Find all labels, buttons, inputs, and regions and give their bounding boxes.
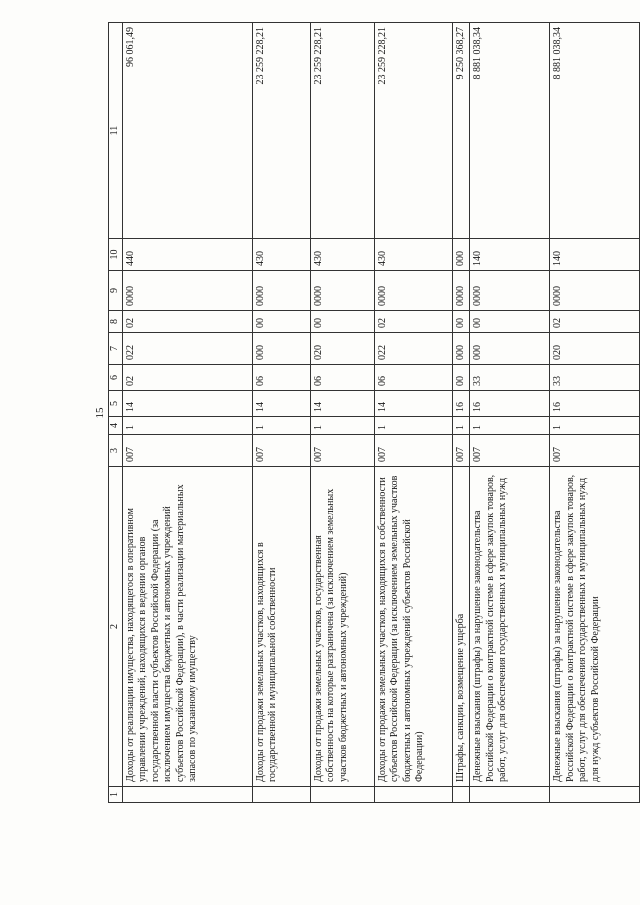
column-header: 7 [109, 333, 123, 365]
code-cell: 16 [452, 391, 470, 417]
code-cell: 0000 [470, 271, 550, 311]
code-cell: 02 [122, 311, 252, 333]
code-cell: 022 [122, 333, 252, 365]
income-name: Доходы от продажи земельных участков, государственная собственность на которые разграничена (за исключением земельных участков бюджетных и автономных учреждений) [310, 467, 374, 787]
code-cell: 16 [550, 391, 640, 417]
code-cell: 33 [470, 365, 550, 391]
code-cell: 1 [122, 417, 252, 435]
code-cell: 007 [452, 435, 470, 467]
code-cell: 140 [550, 239, 640, 271]
table-row [470, 23, 550, 803]
code-cell: 06 [374, 365, 452, 391]
column-header: 2 [109, 467, 123, 787]
amount-cell: 96 061,49 [122, 23, 252, 239]
code-cell: 000 [470, 333, 550, 365]
code-cell: 00 [252, 311, 310, 333]
table-row [310, 23, 374, 803]
code-cell: 020 [550, 333, 640, 365]
code-cell: 430 [252, 239, 310, 271]
row-index-cell [122, 787, 252, 803]
income-name: Денежные взыскания (штрафы) за нарушение законодательства Российской Федерации о контрактной системе в сфере закупок товаров, работ, услуг для обеспечения государственных и муниципальных нужд [470, 467, 550, 787]
code-cell: 00 [452, 311, 470, 333]
table-row [252, 23, 310, 803]
code-cell: 140 [470, 239, 550, 271]
code-cell: 007 [122, 435, 252, 467]
amount-cell: 9 250 368,27 [452, 23, 470, 239]
code-cell: 02 [374, 311, 452, 333]
code-cell: 0000 [252, 271, 310, 311]
code-cell: 14 [374, 391, 452, 417]
code-cell: 1 [252, 417, 310, 435]
code-cell: 430 [374, 239, 452, 271]
code-cell: 440 [122, 239, 252, 271]
code-cell: 007 [310, 435, 374, 467]
code-cell: 00 [452, 365, 470, 391]
column-header: 3 [109, 435, 123, 467]
column-header: 9 [109, 271, 123, 311]
code-cell: 007 [550, 435, 640, 467]
revenue-table [108, 22, 640, 803]
code-cell: 02 [122, 365, 252, 391]
code-cell: 1 [470, 417, 550, 435]
code-cell: 06 [252, 365, 310, 391]
row-index-cell [452, 787, 470, 803]
code-cell: 007 [252, 435, 310, 467]
code-cell: 020 [310, 333, 374, 365]
code-cell: 14 [122, 391, 252, 417]
amount-cell: 23 259 228,21 [310, 23, 374, 239]
column-header: 1 [109, 787, 123, 803]
code-cell: 000 [252, 333, 310, 365]
code-cell: 000 [452, 239, 470, 271]
row-index-cell [550, 787, 640, 803]
income-name: Доходы от продажи земельных участков, находящихся в государственной и муниципальной собственности [252, 467, 310, 787]
column-header: 11 [109, 23, 123, 239]
column-header: 8 [109, 311, 123, 333]
income-name: Денежные взыскания (штрафы) за нарушение законодательства Российской Федерации о контрактной системе в сфере закупок товаров, работ, услуг для обеспечения государственных и муниципальных нужд для нужд субъектов Российской Федерации [550, 467, 640, 787]
table-row [122, 23, 252, 803]
code-cell: 0000 [122, 271, 252, 311]
amount-cell: 23 259 228,21 [374, 23, 452, 239]
code-cell: 1 [310, 417, 374, 435]
code-cell: 0000 [374, 271, 452, 311]
row-index-cell [374, 787, 452, 803]
code-cell: 007 [470, 435, 550, 467]
code-cell: 000 [452, 333, 470, 365]
code-cell: 16 [470, 391, 550, 417]
code-cell: 0000 [310, 271, 374, 311]
code-cell: 06 [310, 365, 374, 391]
code-cell: 14 [252, 391, 310, 417]
column-header: 10 [109, 239, 123, 271]
amount-cell: 8 881 038,34 [550, 23, 640, 239]
column-header: 5 [109, 391, 123, 417]
code-cell: 14 [310, 391, 374, 417]
amount-cell: 8 881 038,34 [470, 23, 550, 239]
code-cell: 1 [550, 417, 640, 435]
code-cell: 1 [452, 417, 470, 435]
table-row [374, 23, 452, 803]
code-cell: 022 [374, 333, 452, 365]
page-number: 15 [94, 407, 106, 419]
code-cell: 00 [310, 311, 374, 333]
rotated-page [80, 23, 605, 803]
code-cell: 00 [470, 311, 550, 333]
row-index-cell [470, 787, 550, 803]
row-index-cell [310, 787, 374, 803]
code-cell: 1 [374, 417, 452, 435]
column-header: 4 [109, 417, 123, 435]
income-name: Доходы от реализации имущества, находящегося в оперативном управлении учреждений, находящихся в ведении органов государственной власти субъектов Российской Федерации (за исключением имущества бюджетных и автономных учреждений субъектов Российской Федерации), в части реализации материальных запасов по указанному имуществу [122, 467, 252, 787]
code-cell: 02 [550, 311, 640, 333]
income-name: Штрафы, санкции, возмещение ущерба [452, 467, 470, 787]
code-cell: 0000 [550, 271, 640, 311]
income-name: Доходы от продажи земельных участков, находящихся в собственности субъектов Российской Федерации (за исключением земельных участков бюджетных и автономных учреждений субъектов Российской Федерации) [374, 467, 452, 787]
code-cell: 0000 [452, 271, 470, 311]
code-cell: 430 [310, 239, 374, 271]
code-cell: 007 [374, 435, 452, 467]
column-number-row [109, 23, 123, 803]
column-header: 6 [109, 365, 123, 391]
table-row [452, 23, 470, 803]
row-index-cell [252, 787, 310, 803]
table-row [550, 23, 640, 803]
code-cell: 33 [550, 365, 640, 391]
amount-cell: 23 259 228,21 [252, 23, 310, 239]
